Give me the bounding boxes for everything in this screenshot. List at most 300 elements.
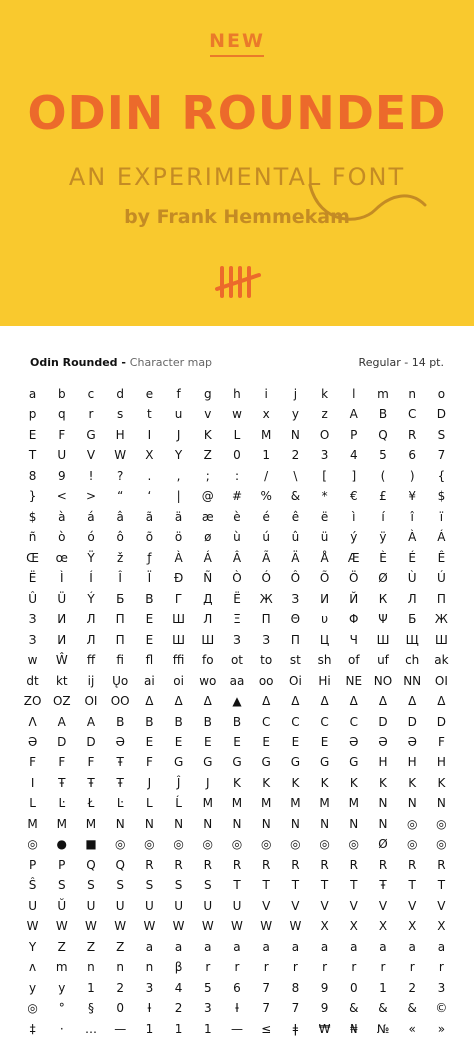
glyph-cell: N xyxy=(261,816,271,831)
glyph-cell: à xyxy=(58,509,66,524)
glyph-cell: — xyxy=(230,1021,243,1036)
glyph-cell: r xyxy=(380,960,386,975)
glyph-cell: ◎ xyxy=(319,837,330,852)
glyph-cell: fo xyxy=(201,653,214,668)
glyph-cell: Á xyxy=(203,550,212,565)
glyph-cell: J xyxy=(176,427,181,442)
glyph-cell: ai xyxy=(144,673,155,688)
glyph-cell: Л xyxy=(86,632,96,647)
glyph-cell: Ŭ xyxy=(57,898,67,913)
glyph-cell: S xyxy=(437,427,446,442)
glyph-cell: K xyxy=(291,775,300,790)
glyph-cell: Δ xyxy=(320,694,329,709)
glyph-cell: a xyxy=(174,939,183,954)
glyph-cell: R xyxy=(145,857,154,872)
glyph-cell: Z xyxy=(86,939,96,954)
glyph-row xyxy=(18,896,456,916)
glyph-cell: r xyxy=(205,960,211,975)
glyph-cell: v xyxy=(204,407,212,422)
glyph-cell: 2 xyxy=(174,1001,183,1016)
glyph-cell: L xyxy=(146,796,153,811)
glyph-cell: | xyxy=(176,489,181,504)
glyph-cell: N xyxy=(232,816,242,831)
glyph-cell: È xyxy=(379,550,387,565)
glyph-cell: B xyxy=(203,714,212,729)
glyph-cell: Щ xyxy=(405,632,419,647)
glyph-cell: OI xyxy=(434,673,448,688)
character-map-header xyxy=(0,354,474,374)
glyph-cell: M xyxy=(202,796,213,811)
glyph-cell: # xyxy=(231,489,243,504)
glyph-cell: & xyxy=(349,1001,359,1016)
glyph-row xyxy=(18,548,456,568)
glyph-cell: П xyxy=(115,612,125,627)
glyph-cell: G xyxy=(261,755,271,770)
glyph-cell: Õ xyxy=(319,571,330,586)
glyph-cell: V xyxy=(437,898,446,913)
glyph-cell: Г xyxy=(174,591,183,606)
glyph-cell: S xyxy=(174,878,183,893)
glyph-cell: Δ xyxy=(349,694,358,709)
glyph-cell: Ə xyxy=(407,734,417,749)
glyph-cell: Л xyxy=(203,612,213,627)
glyph-cell: ₦ xyxy=(349,1021,358,1036)
glyph-cell: w xyxy=(27,653,38,668)
glyph-cell: K xyxy=(320,775,329,790)
glyph-cell: dt xyxy=(26,673,39,688)
glyph-cell: G xyxy=(86,427,96,442)
glyph-cell: Ê xyxy=(437,550,446,565)
glyph-cell: Ø xyxy=(378,571,388,586)
glyph-cell: $ xyxy=(437,489,446,504)
glyph-cell: R xyxy=(408,857,417,872)
glyph-row xyxy=(18,486,456,506)
glyph-cell: N xyxy=(290,427,300,442)
glyph-cell: Ĵ xyxy=(176,775,181,790)
glyph-cell: € xyxy=(349,489,358,504)
glyph-cell: R xyxy=(232,857,242,872)
glyph-cell: @ xyxy=(201,489,214,504)
glyph-cell: 2 xyxy=(116,980,124,995)
glyph-cell: OZ xyxy=(52,694,71,709)
glyph-row xyxy=(18,978,456,998)
glyph-cell: a xyxy=(28,387,37,401)
glyph-cell: a xyxy=(145,939,154,954)
glyph-cell: P xyxy=(58,857,66,872)
glyph-cell: Ųo xyxy=(112,673,129,688)
glyph-cell: C xyxy=(407,407,417,422)
glyph-cell: p xyxy=(28,407,37,422)
glyph-cell: Ə xyxy=(378,734,388,749)
glyph-cell: 0 xyxy=(116,1001,124,1016)
glyph-cell: G xyxy=(203,755,213,770)
glyph-cell: N xyxy=(378,796,388,811)
glyph-row xyxy=(18,937,456,957)
glyph-cell: T xyxy=(437,878,446,893)
glyph-cell: E xyxy=(320,734,329,749)
glyph-cell: h xyxy=(233,387,241,401)
glyph-cell: Q xyxy=(86,857,96,872)
glyph-cell: ak xyxy=(434,653,449,668)
glyph-cell: N xyxy=(144,816,154,831)
glyph-cell: T xyxy=(320,878,329,893)
glyph-cell: Ш xyxy=(201,632,215,647)
glyph-cell: К xyxy=(378,591,388,606)
glyph-cell: W xyxy=(55,919,68,934)
glyph-cell: Oi xyxy=(289,673,302,688)
glyph-cell: ä xyxy=(174,509,183,524)
glyph-row xyxy=(18,527,456,547)
glyph-cell: J xyxy=(206,775,210,790)
glyph-cell: V xyxy=(349,898,358,913)
glyph-cell: D xyxy=(378,714,388,729)
glyph-cell: u xyxy=(174,407,183,422)
glyph-cell: ● xyxy=(56,837,68,852)
glyph-cell: X xyxy=(349,919,358,934)
glyph-cell: ÿ xyxy=(379,530,387,545)
glyph-row xyxy=(18,630,456,650)
glyph-cell: n xyxy=(408,387,416,401)
glyph-cell: ó xyxy=(87,530,95,545)
glyph-cell: í xyxy=(381,509,385,524)
glyph-cell: j xyxy=(293,387,298,401)
glyph-cell: 4 xyxy=(174,980,183,995)
glyph-cell: 3 xyxy=(203,1001,212,1016)
glyph-cell: a xyxy=(320,939,329,954)
glyph-cell: T xyxy=(262,878,270,893)
glyph-cell: sh xyxy=(317,653,332,668)
glyph-cell: W xyxy=(231,919,243,934)
glyph-cell: ( xyxy=(380,468,386,483)
glyph-cell: Ɨ xyxy=(235,1001,239,1016)
glyph-cell: R xyxy=(174,857,183,872)
tally-logo-icon xyxy=(214,265,262,299)
glyph-cell: . xyxy=(147,468,152,483)
glyph-cell: 1 xyxy=(145,1021,154,1036)
glyph-row xyxy=(18,425,456,445)
glyph-cell: ! xyxy=(88,468,94,483)
glyph-row xyxy=(18,957,456,977)
glyph-cell: ø xyxy=(204,530,212,545)
glyph-cell: Ý xyxy=(87,591,95,606)
glyph-cell: 1 xyxy=(379,980,387,995)
glyph-cell: E xyxy=(262,734,270,749)
glyph-cell: * xyxy=(321,489,328,504)
glyph-cell: Ô xyxy=(290,571,301,586)
glyph-cell: P xyxy=(28,857,37,872)
glyph-cell: Ŧ xyxy=(116,755,124,770)
glyph-cell: § xyxy=(87,1001,94,1016)
glyph-cell: F xyxy=(437,734,445,749)
glyph-cell: Е xyxy=(145,632,154,647)
glyph-cell: Î xyxy=(118,571,122,586)
glyph-cell: 1 xyxy=(203,1021,212,1036)
font-style-label: Regular - 14 pt. xyxy=(358,356,444,369)
glyph-cell: o xyxy=(437,387,446,401)
glyph-cell: В xyxy=(145,591,154,606)
glyph-row xyxy=(18,773,456,793)
glyph-cell: F xyxy=(87,755,95,770)
glyph-cell: ◎ xyxy=(27,1001,38,1016)
glyph-cell: ◎ xyxy=(290,837,301,852)
glyph-cell: G xyxy=(319,755,330,770)
glyph-cell: W xyxy=(201,919,214,934)
glyph-cell: Z xyxy=(116,939,125,954)
glyph-cell: B xyxy=(145,714,154,729)
glyph-cell: a xyxy=(233,939,241,954)
glyph-cell: D xyxy=(436,714,447,729)
glyph-cell: β xyxy=(174,960,183,975)
glyph-cell: ot xyxy=(230,653,243,668)
glyph-cell: D xyxy=(407,714,417,729)
glyph-row xyxy=(18,916,456,936)
glyph-cell: — xyxy=(114,1021,127,1036)
glyph-cell: Ч xyxy=(349,632,358,647)
glyph-cell: ZO xyxy=(23,694,42,709)
glyph-cell: Ψ xyxy=(378,612,388,627)
glyph-cell: F xyxy=(29,755,37,770)
glyph-cell: ü xyxy=(320,530,329,545)
glyph-cell: R xyxy=(378,857,388,872)
glyph-cell: 6 xyxy=(233,980,241,995)
glyph-cell: M xyxy=(231,796,243,811)
glyph-cell: · xyxy=(59,1021,64,1036)
glyph-cell: N xyxy=(407,796,417,811)
glyph-cell: R xyxy=(203,857,212,872)
glyph-cell: З xyxy=(233,632,241,647)
glyph-cell: œ xyxy=(55,550,68,565)
glyph-cell: fi xyxy=(116,653,124,668)
glyph-cell: ◎ xyxy=(406,816,418,831)
glyph-cell: > xyxy=(85,489,97,504)
glyph-cell: T xyxy=(408,878,416,893)
glyph-cell: ï xyxy=(439,509,444,524)
glyph-cell: X xyxy=(408,919,417,934)
glyph-row xyxy=(18,752,456,772)
glyph-cell: X xyxy=(437,919,446,934)
glyph-cell: r xyxy=(322,960,328,975)
glyph-cell: Ø xyxy=(378,837,388,852)
glyph-cell: ; xyxy=(205,468,210,483)
glyph-cell: ] xyxy=(351,468,357,483)
glyph-cell: З xyxy=(291,591,300,606)
glyph-cell: { xyxy=(437,468,446,483)
glyph-cell: Ш xyxy=(434,632,448,647)
glyph-cell: r xyxy=(234,960,240,975)
glyph-cell: U xyxy=(57,448,67,463)
glyph-cell: y xyxy=(29,980,37,995)
glyph-cell: ▲ xyxy=(232,694,242,709)
glyph-cell: F xyxy=(58,427,66,442)
glyph-cell: n xyxy=(145,960,154,975)
glyph-row xyxy=(18,998,456,1018)
glyph-cell: NN xyxy=(403,673,422,688)
glyph-cell: l xyxy=(352,387,356,401)
glyph-cell: Ш xyxy=(172,632,186,647)
glyph-cell: Δ xyxy=(174,694,183,709)
glyph-cell: I xyxy=(30,775,35,790)
glyph-cell: a xyxy=(262,939,270,954)
glyph-cell: y xyxy=(291,407,299,422)
glyph-cell: f xyxy=(176,387,181,401)
glyph-cell: wo xyxy=(199,673,217,688)
glyph-cell: Ш xyxy=(172,612,186,627)
glyph-row xyxy=(18,875,456,895)
glyph-cell: З xyxy=(28,632,37,647)
glyph-cell: ‘ xyxy=(147,489,152,504)
glyph-row xyxy=(18,834,456,854)
glyph-cell: ã xyxy=(145,509,154,524)
glyph-cell: K xyxy=(408,775,417,790)
glyph-cell: П xyxy=(115,632,125,647)
glyph-cell: ◎ xyxy=(27,837,38,852)
glyph-cell: C xyxy=(261,714,271,729)
new-underline xyxy=(210,55,264,57)
glyph-cell: ¥ xyxy=(408,489,416,504)
glyph-cell: П xyxy=(436,591,446,606)
glyph-cell: Ŝ xyxy=(28,878,37,893)
glyph-cell: 0 xyxy=(233,448,241,463)
glyph-cell: L xyxy=(29,796,36,811)
font-caption xyxy=(30,356,212,369)
glyph-cell: W xyxy=(85,919,97,934)
glyph-cell: A xyxy=(57,714,66,729)
glyph-cell: b xyxy=(57,387,66,401)
glyph-cell: á xyxy=(87,509,95,524)
glyph-cell: ù xyxy=(233,530,241,545)
new-label: NEW xyxy=(209,30,265,52)
glyph-cell: m xyxy=(377,387,389,401)
glyph-cell: S xyxy=(145,878,154,893)
glyph-cell: a xyxy=(350,939,358,954)
glyph-cell: K xyxy=(203,427,212,442)
glyph-cell: W xyxy=(260,919,273,934)
glyph-cell: 9 xyxy=(320,1001,329,1016)
glyph-cell: U xyxy=(115,898,125,913)
glyph-cell: B xyxy=(232,714,242,729)
glyph-cell: S xyxy=(87,878,95,893)
glyph-row xyxy=(18,650,456,670)
glyph-cell: P xyxy=(350,427,358,442)
glyph-cell: e xyxy=(145,387,154,401)
glyph-cell: Δ xyxy=(378,694,388,709)
glyph-cell: X xyxy=(145,448,154,463)
glyph-cell: £ xyxy=(379,489,387,504)
character-map-grid xyxy=(18,384,456,1039)
glyph-cell: 5 xyxy=(203,980,212,995)
glyph-row xyxy=(18,384,456,404)
glyph-cell: П xyxy=(261,612,271,627)
glyph-cell: r xyxy=(351,960,357,975)
glyph-cell: M xyxy=(56,816,67,831)
glyph-cell: & xyxy=(290,489,301,504)
glyph-cell: Ɨ xyxy=(147,1001,152,1016)
glyph-cell: N xyxy=(174,816,184,831)
glyph-cell: & xyxy=(407,1001,417,1016)
glyph-cell: 8 xyxy=(291,980,300,995)
glyph-cell: П xyxy=(290,632,300,647)
glyph-cell: H xyxy=(407,755,417,770)
glyph-cell: И xyxy=(320,591,330,606)
glyph-row xyxy=(18,814,456,834)
glyph-cell: B xyxy=(378,407,388,422)
glyph-cell: ʌ xyxy=(29,960,37,975)
glyph-cell: Ə xyxy=(349,734,359,749)
glyph-cell: M xyxy=(290,796,301,811)
glyph-cell: r xyxy=(88,407,94,422)
glyph-cell: W xyxy=(114,919,127,934)
glyph-cell: â xyxy=(116,509,124,524)
glyph-cell: $ xyxy=(28,509,37,524)
glyph-cell: R xyxy=(408,427,417,442)
glyph-cell: ǂ xyxy=(292,1021,299,1036)
glyph-cell: Œ xyxy=(26,550,40,565)
glyph-cell: R xyxy=(320,857,329,872)
glyph-cell: n xyxy=(87,960,95,975)
glyph-cell: G xyxy=(173,755,184,770)
glyph-cell: Δ xyxy=(203,694,212,709)
glyph-cell: w xyxy=(232,407,242,422)
glyph-cell: 8 xyxy=(28,468,37,483)
glyph-cell: “ xyxy=(117,489,124,504)
glyph-cell: M xyxy=(319,796,330,811)
glyph-cell: 7 xyxy=(262,1001,270,1016)
glyph-cell: И xyxy=(57,612,67,627)
glyph-cell: ? xyxy=(117,468,124,483)
glyph-cell: to xyxy=(260,653,273,668)
glyph-row xyxy=(18,609,456,629)
glyph-row xyxy=(18,671,456,691)
glyph-cell: U xyxy=(28,898,37,913)
glyph-cell: U xyxy=(144,898,154,913)
glyph-cell: Ŧ xyxy=(58,775,66,790)
glyph-cell: C xyxy=(349,714,358,729)
glyph-cell: Y xyxy=(174,448,183,463)
glyph-cell: ◎ xyxy=(260,837,272,852)
glyph-cell: Ĺ xyxy=(175,796,182,811)
glyph-cell: Ì xyxy=(60,571,64,586)
glyph-cell: / xyxy=(264,468,269,483)
glyph-cell: W xyxy=(114,448,127,463)
glyph-cell: ñ xyxy=(28,530,37,545)
glyph-cell: F xyxy=(58,755,66,770)
glyph-cell: a xyxy=(437,939,446,954)
glyph-cell: r xyxy=(263,960,269,975)
glyph-cell: Ÿ xyxy=(87,550,95,565)
glyph-cell: A xyxy=(349,407,358,422)
glyph-cell: V xyxy=(86,448,96,463)
glyph-cell: V xyxy=(262,898,271,913)
glyph-cell: Ò xyxy=(232,571,242,586)
glyph-cell: N xyxy=(290,816,300,831)
glyph-cell: Y xyxy=(28,939,37,954)
glyph-cell: OI xyxy=(84,694,98,709)
glyph-cell: Б xyxy=(116,591,125,606)
glyph-cell: « xyxy=(408,1021,416,1036)
glyph-cell: Z xyxy=(203,448,212,463)
glyph-cell: d xyxy=(116,387,124,401)
glyph-cell: ) xyxy=(409,468,415,483)
glyph-cell: x xyxy=(262,407,270,422)
glyph-cell: ◎ xyxy=(144,837,155,852)
glyph-cell: Ö xyxy=(349,571,359,586)
glyph-row xyxy=(18,507,456,527)
glyph-cell: q xyxy=(57,407,66,422)
glyph-cell: OO xyxy=(110,694,130,709)
glyph-cell: K xyxy=(437,775,446,790)
caption-description: Character map xyxy=(129,356,213,369)
glyph-cell: J xyxy=(147,775,152,790)
